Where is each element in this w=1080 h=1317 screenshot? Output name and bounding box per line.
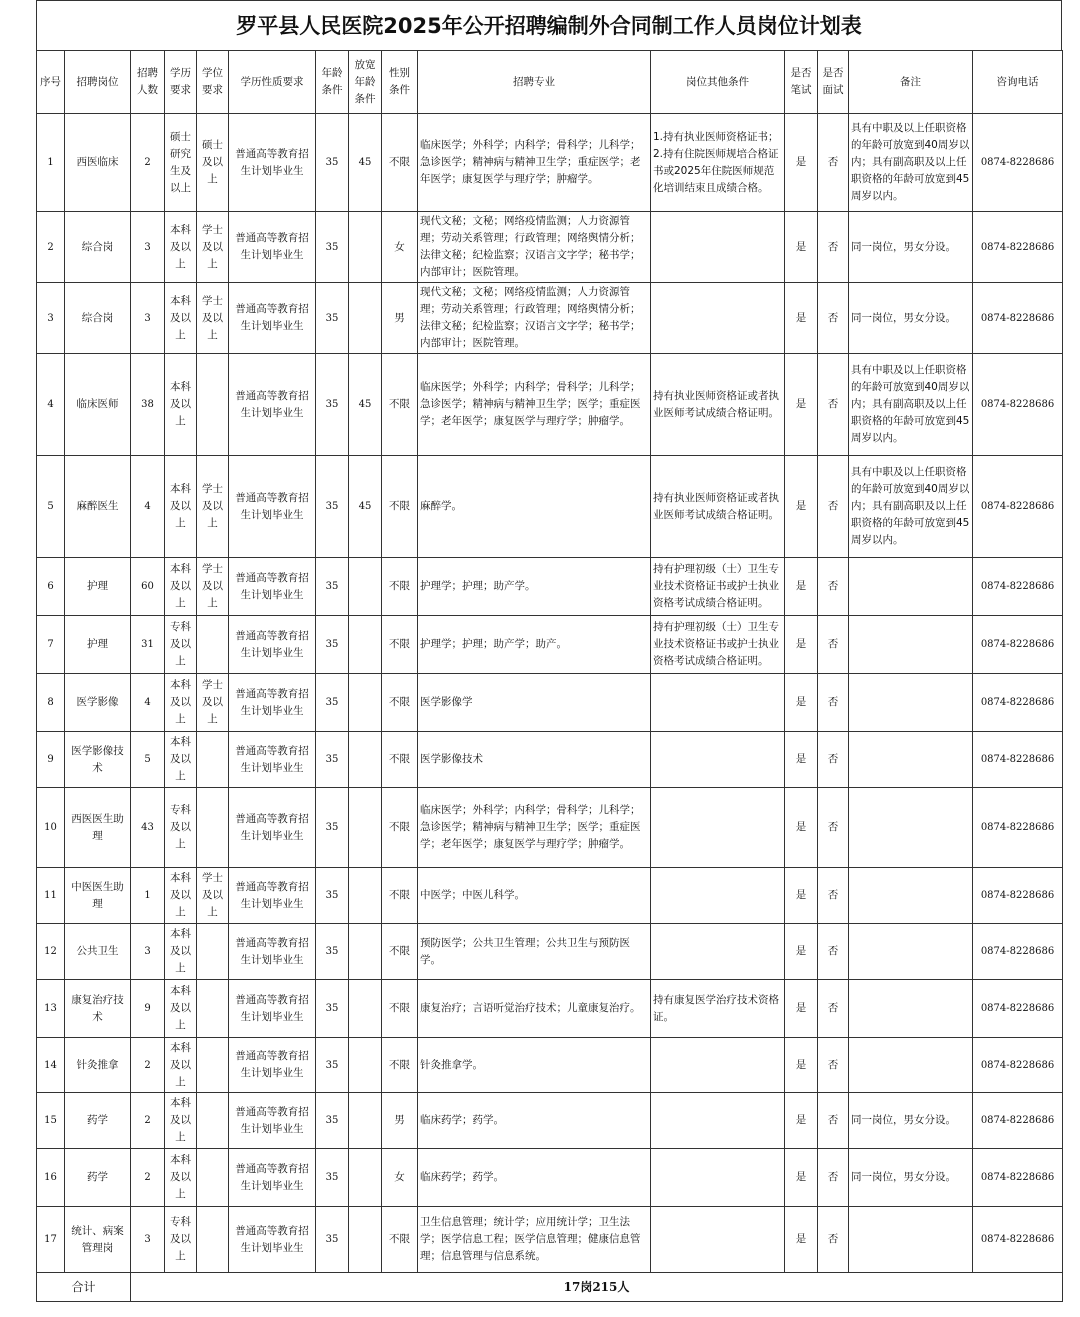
header-major: 招聘专业 bbox=[418, 51, 651, 114]
cell-edu: 专科及以上 bbox=[165, 1207, 197, 1273]
header-remark: 备注 bbox=[849, 51, 973, 114]
cell-remark bbox=[849, 788, 973, 868]
cell-age-relax: 45 bbox=[349, 354, 382, 456]
cell-edu-nature: 普通高等教育招生计划毕业生 bbox=[229, 456, 316, 558]
cell-phone: 0874-8228686 bbox=[973, 732, 1063, 788]
cell-position: 西医临床 bbox=[65, 114, 131, 212]
cell-count: 31 bbox=[131, 616, 165, 674]
table-row bbox=[37, 788, 1063, 868]
cell-age-relax bbox=[349, 558, 382, 616]
cell-other: 持有执业医师资格证或者执业医师考试成绩合格证明。 bbox=[651, 354, 785, 456]
cell-age: 35 bbox=[316, 114, 349, 212]
cell-degree bbox=[197, 1093, 229, 1149]
cell-edu-nature: 普通高等教育招生计划毕业生 bbox=[229, 732, 316, 788]
cell-remark: 具有中职及以上任职资格的年龄可放宽到40周岁以内；具有副高职及以上任职资格的年龄可放宽到45周岁以内。 bbox=[849, 354, 973, 456]
cell-phone: 0874-8228686 bbox=[973, 212, 1063, 283]
cell-edu-nature: 普通高等教育招生计划毕业生 bbox=[229, 1207, 316, 1273]
cell-gender: 男 bbox=[382, 1093, 418, 1149]
cell-gender: 不限 bbox=[382, 788, 418, 868]
cell-count: 9 bbox=[131, 980, 165, 1038]
cell-position: 麻醉医生 bbox=[65, 456, 131, 558]
cell-major: 针灸推拿学。 bbox=[418, 1038, 651, 1093]
cell-count: 3 bbox=[131, 212, 165, 283]
cell-remark bbox=[849, 868, 973, 924]
cell-age: 35 bbox=[316, 1149, 349, 1207]
cell-edu: 本科及以上 bbox=[165, 732, 197, 788]
cell-other: 持有执业医师资格证或者执业医师考试成绩合格证明。 bbox=[651, 456, 785, 558]
cell-phone: 0874-8228686 bbox=[973, 1038, 1063, 1093]
cell-age-relax bbox=[349, 1093, 382, 1149]
cell-gender: 不限 bbox=[382, 354, 418, 456]
cell-gender: 女 bbox=[382, 212, 418, 283]
table-row bbox=[37, 212, 1063, 283]
table-row bbox=[37, 1149, 1063, 1207]
cell-written: 是 bbox=[785, 1149, 818, 1207]
cell-seq: 10 bbox=[37, 788, 65, 868]
cell-edu-nature: 普通高等教育招生计划毕业生 bbox=[229, 788, 316, 868]
cell-major: 医学影像技术 bbox=[418, 732, 651, 788]
cell-gender: 女 bbox=[382, 1149, 418, 1207]
table-body bbox=[37, 114, 1063, 1273]
cell-major: 临床医学；外科学；内科学；骨科学；儿科学；急诊医学；精神病与精神卫生学；医学；重症医学；老年医学；康复医学与理疗学；肿瘤学。 bbox=[418, 788, 651, 868]
cell-edu: 专科及以上 bbox=[165, 616, 197, 674]
cell-count: 2 bbox=[131, 1093, 165, 1149]
cell-edu: 本科及以上 bbox=[165, 558, 197, 616]
cell-position: 西医医生助理 bbox=[65, 788, 131, 868]
cell-interview: 否 bbox=[818, 1038, 849, 1093]
total-label: 合计 bbox=[37, 1273, 131, 1302]
cell-edu: 本科及以上 bbox=[165, 283, 197, 354]
cell-seq: 3 bbox=[37, 283, 65, 354]
cell-phone: 0874-8228686 bbox=[973, 674, 1063, 732]
cell-age-relax bbox=[349, 674, 382, 732]
cell-interview: 否 bbox=[818, 924, 849, 980]
cell-seq: 11 bbox=[37, 868, 65, 924]
cell-age-relax bbox=[349, 212, 382, 283]
cell-major: 临床药学；药学。 bbox=[418, 1149, 651, 1207]
cell-position: 医学影像 bbox=[65, 674, 131, 732]
cell-major: 护理学；护理；助产学。 bbox=[418, 558, 651, 616]
cell-seq: 7 bbox=[37, 616, 65, 674]
cell-gender: 不限 bbox=[382, 924, 418, 980]
cell-position: 医学影像技术 bbox=[65, 732, 131, 788]
cell-major: 护理学；护理；助产学；助产。 bbox=[418, 616, 651, 674]
table-row bbox=[37, 558, 1063, 616]
cell-count: 4 bbox=[131, 674, 165, 732]
cell-count: 2 bbox=[131, 1038, 165, 1093]
cell-major: 临床药学；药学。 bbox=[418, 1093, 651, 1149]
table-row bbox=[37, 924, 1063, 980]
cell-major: 现代文秘；文秘；网络疫情监测；人力资源管理；劳动关系管理；行政管理；网络舆情分析；法律文秘；纪检监察；汉语言文字学；秘书学；内部审计；医院管理。 bbox=[418, 283, 651, 354]
cell-position: 临床医师 bbox=[65, 354, 131, 456]
cell-interview: 否 bbox=[818, 1207, 849, 1273]
cell-edu-nature: 普通高等教育招生计划毕业生 bbox=[229, 114, 316, 212]
cell-seq: 12 bbox=[37, 924, 65, 980]
cell-other: 1.持有执业医师资格证书；2.持有住院医师规培合格证书或2025年住院医师规范化培训结束且成绩合格。 bbox=[651, 114, 785, 212]
cell-written: 是 bbox=[785, 616, 818, 674]
cell-phone: 0874-8228686 bbox=[973, 1093, 1063, 1149]
recruitment-table bbox=[36, 50, 1063, 1302]
cell-degree bbox=[197, 354, 229, 456]
cell-seq: 15 bbox=[37, 1093, 65, 1149]
cell-interview: 否 bbox=[818, 456, 849, 558]
cell-gender: 不限 bbox=[382, 732, 418, 788]
cell-edu: 本科及以上 bbox=[165, 1093, 197, 1149]
cell-other: 持有护理初级（士）卫生专业技术资格证书或护士执业资格考试成绩合格证明。 bbox=[651, 558, 785, 616]
cell-edu-nature: 普通高等教育招生计划毕业生 bbox=[229, 616, 316, 674]
cell-edu: 本科及以上 bbox=[165, 924, 197, 980]
cell-age-relax bbox=[349, 616, 382, 674]
cell-written: 是 bbox=[785, 924, 818, 980]
cell-phone: 0874-8228686 bbox=[973, 283, 1063, 354]
cell-written: 是 bbox=[785, 674, 818, 732]
cell-remark bbox=[849, 616, 973, 674]
cell-interview: 否 bbox=[818, 558, 849, 616]
cell-written: 是 bbox=[785, 558, 818, 616]
header-seq: 序号 bbox=[37, 51, 65, 114]
cell-position: 药学 bbox=[65, 1149, 131, 1207]
table-row bbox=[37, 616, 1063, 674]
cell-seq: 4 bbox=[37, 354, 65, 456]
table-row bbox=[37, 354, 1063, 456]
cell-edu: 本科及以上 bbox=[165, 1149, 197, 1207]
cell-gender: 不限 bbox=[382, 1038, 418, 1093]
cell-edu-nature: 普通高等教育招生计划毕业生 bbox=[229, 558, 316, 616]
cell-count: 38 bbox=[131, 354, 165, 456]
cell-seq: 8 bbox=[37, 674, 65, 732]
cell-major: 麻醉学。 bbox=[418, 456, 651, 558]
cell-count: 60 bbox=[131, 558, 165, 616]
cell-phone: 0874-8228686 bbox=[973, 1207, 1063, 1273]
table-row bbox=[37, 732, 1063, 788]
cell-gender: 不限 bbox=[382, 114, 418, 212]
table-row bbox=[37, 456, 1063, 558]
cell-degree: 学士及以上 bbox=[197, 212, 229, 283]
table-row bbox=[37, 114, 1063, 212]
cell-gender: 不限 bbox=[382, 868, 418, 924]
cell-other bbox=[651, 1207, 785, 1273]
cell-gender: 不限 bbox=[382, 674, 418, 732]
cell-interview: 否 bbox=[818, 1149, 849, 1207]
cell-degree bbox=[197, 788, 229, 868]
header-interview: 是否面试 bbox=[818, 51, 849, 114]
cell-phone: 0874-8228686 bbox=[973, 868, 1063, 924]
cell-phone: 0874-8228686 bbox=[973, 114, 1063, 212]
cell-edu: 本科及以上 bbox=[165, 980, 197, 1038]
cell-edu-nature: 普通高等教育招生计划毕业生 bbox=[229, 1149, 316, 1207]
cell-edu: 本科及以上 bbox=[165, 456, 197, 558]
cell-degree: 学士及以上 bbox=[197, 674, 229, 732]
header-age-relax: 放宽年龄条件 bbox=[349, 51, 382, 114]
cell-edu-nature: 普通高等教育招生计划毕业生 bbox=[229, 283, 316, 354]
cell-position: 药学 bbox=[65, 1093, 131, 1149]
cell-edu-nature: 普通高等教育招生计划毕业生 bbox=[229, 868, 316, 924]
cell-major: 临床医学；外科学；内科学；骨科学；儿科学；急诊医学；精神病与精神卫生学；重症医学；老年医学；康复医学与理疗学；肿瘤学。 bbox=[418, 114, 651, 212]
cell-interview: 否 bbox=[818, 354, 849, 456]
cell-remark bbox=[849, 674, 973, 732]
cell-major: 临床医学；外科学；内科学；骨科学；儿科学；急诊医学；精神病与精神卫生学；医学；重症医学；老年医学；康复医学与理疗学；肿瘤学。 bbox=[418, 354, 651, 456]
header-count: 招聘人数 bbox=[131, 51, 165, 114]
cell-degree: 硕士及以上 bbox=[197, 114, 229, 212]
cell-age: 35 bbox=[316, 732, 349, 788]
header-row bbox=[37, 51, 1063, 114]
cell-gender: 不限 bbox=[382, 616, 418, 674]
table-row bbox=[37, 868, 1063, 924]
cell-age: 35 bbox=[316, 283, 349, 354]
total-value: 17岗215人 bbox=[131, 1273, 1063, 1302]
cell-other bbox=[651, 732, 785, 788]
cell-age: 35 bbox=[316, 354, 349, 456]
cell-interview: 否 bbox=[818, 616, 849, 674]
cell-edu-nature: 普通高等教育招生计划毕业生 bbox=[229, 1093, 316, 1149]
cell-other bbox=[651, 212, 785, 283]
cell-gender: 男 bbox=[382, 283, 418, 354]
cell-degree bbox=[197, 1149, 229, 1207]
page-title: 罗平县人民医院2025年公开招聘编制外合同制工作人员岗位计划表 bbox=[36, 0, 1062, 50]
header-edu-nature: 学历性质要求 bbox=[229, 51, 316, 114]
cell-age: 35 bbox=[316, 980, 349, 1038]
cell-age-relax bbox=[349, 1149, 382, 1207]
cell-phone: 0874-8228686 bbox=[973, 1149, 1063, 1207]
cell-age: 35 bbox=[316, 788, 349, 868]
cell-written: 是 bbox=[785, 283, 818, 354]
cell-major: 卫生信息管理；统计学；应用统计学；卫生法学；医学信息工程；医学信息管理；健康信息管理；信息管理与信息系统。 bbox=[418, 1207, 651, 1273]
cell-count: 3 bbox=[131, 283, 165, 354]
cell-age: 35 bbox=[316, 558, 349, 616]
cell-written: 是 bbox=[785, 980, 818, 1038]
cell-other bbox=[651, 868, 785, 924]
cell-written: 是 bbox=[785, 1093, 818, 1149]
cell-other bbox=[651, 924, 785, 980]
cell-age-relax bbox=[349, 924, 382, 980]
cell-position: 康复治疗技术 bbox=[65, 980, 131, 1038]
cell-other bbox=[651, 1038, 785, 1093]
cell-interview: 否 bbox=[818, 1093, 849, 1149]
cell-phone: 0874-8228686 bbox=[973, 456, 1063, 558]
cell-phone: 0874-8228686 bbox=[973, 980, 1063, 1038]
cell-edu: 本科及以上 bbox=[165, 868, 197, 924]
cell-edu-nature: 普通高等教育招生计划毕业生 bbox=[229, 674, 316, 732]
cell-age-relax bbox=[349, 1207, 382, 1273]
cell-gender: 不限 bbox=[382, 1207, 418, 1273]
header-edu: 学历要求 bbox=[165, 51, 197, 114]
cell-written: 是 bbox=[785, 114, 818, 212]
cell-edu: 本科及以上 bbox=[165, 212, 197, 283]
total-row bbox=[37, 1273, 1063, 1302]
cell-remark: 同一岗位，男女分设。 bbox=[849, 1149, 973, 1207]
cell-degree: 学士及以上 bbox=[197, 868, 229, 924]
cell-edu: 本科及以上 bbox=[165, 674, 197, 732]
cell-gender: 不限 bbox=[382, 558, 418, 616]
cell-position: 中医医生助理 bbox=[65, 868, 131, 924]
table-row bbox=[37, 1093, 1063, 1149]
cell-age-relax bbox=[349, 868, 382, 924]
cell-seq: 17 bbox=[37, 1207, 65, 1273]
cell-seq: 5 bbox=[37, 456, 65, 558]
cell-major: 预防医学；公共卫生管理；公共卫生与预防医学。 bbox=[418, 924, 651, 980]
cell-age: 35 bbox=[316, 1093, 349, 1149]
cell-other: 持有康复医学治疗技术资格证。 bbox=[651, 980, 785, 1038]
cell-count: 5 bbox=[131, 732, 165, 788]
cell-major: 康复治疗；言语听觉治疗技术；儿童康复治疗。 bbox=[418, 980, 651, 1038]
header-phone: 咨询电话 bbox=[973, 51, 1063, 114]
cell-edu-nature: 普通高等教育招生计划毕业生 bbox=[229, 354, 316, 456]
cell-edu: 硕士研究生及以上 bbox=[165, 114, 197, 212]
cell-remark bbox=[849, 924, 973, 980]
cell-degree bbox=[197, 980, 229, 1038]
cell-remark bbox=[849, 1207, 973, 1273]
cell-other bbox=[651, 1093, 785, 1149]
cell-position: 护理 bbox=[65, 616, 131, 674]
cell-age-relax bbox=[349, 980, 382, 1038]
cell-interview: 否 bbox=[818, 732, 849, 788]
cell-major: 医学影像学 bbox=[418, 674, 651, 732]
cell-position: 综合岗 bbox=[65, 212, 131, 283]
cell-written: 是 bbox=[785, 732, 818, 788]
cell-count: 1 bbox=[131, 868, 165, 924]
cell-interview: 否 bbox=[818, 980, 849, 1038]
cell-major: 现代文秘；文秘；网络疫情监测；人力资源管理；劳动关系管理；行政管理；网络舆情分析；法律文秘；纪检监察；汉语言文字学；秘书学；内部审计；医院管理。 bbox=[418, 212, 651, 283]
cell-edu: 专科及以上 bbox=[165, 788, 197, 868]
cell-degree bbox=[197, 732, 229, 788]
cell-degree: 学士及以上 bbox=[197, 558, 229, 616]
table-row bbox=[37, 1038, 1063, 1093]
cell-count: 2 bbox=[131, 1149, 165, 1207]
cell-remark bbox=[849, 732, 973, 788]
cell-count: 4 bbox=[131, 456, 165, 558]
cell-edu-nature: 普通高等教育招生计划毕业生 bbox=[229, 212, 316, 283]
table-row bbox=[37, 980, 1063, 1038]
cell-age: 35 bbox=[316, 1207, 349, 1273]
cell-remark: 同一岗位，男女分设。 bbox=[849, 1093, 973, 1149]
cell-phone: 0874-8228686 bbox=[973, 558, 1063, 616]
cell-remark bbox=[849, 558, 973, 616]
cell-degree bbox=[197, 1207, 229, 1273]
cell-count: 3 bbox=[131, 1207, 165, 1273]
header-degree: 学位要求 bbox=[197, 51, 229, 114]
cell-major: 中医学；中医儿科学。 bbox=[418, 868, 651, 924]
cell-interview: 否 bbox=[818, 283, 849, 354]
recruitment-plan-sheet bbox=[36, 0, 1062, 1302]
cell-degree bbox=[197, 1038, 229, 1093]
cell-age-relax bbox=[349, 732, 382, 788]
cell-written: 是 bbox=[785, 1038, 818, 1093]
cell-written: 是 bbox=[785, 212, 818, 283]
cell-other bbox=[651, 788, 785, 868]
cell-edu-nature: 普通高等教育招生计划毕业生 bbox=[229, 1038, 316, 1093]
cell-remark: 具有中职及以上任职资格的年龄可放宽到40周岁以内；具有副高职及以上任职资格的年龄可放宽到45周岁以内。 bbox=[849, 456, 973, 558]
cell-seq: 14 bbox=[37, 1038, 65, 1093]
cell-position: 公共卫生 bbox=[65, 924, 131, 980]
cell-count: 2 bbox=[131, 114, 165, 212]
cell-age: 35 bbox=[316, 1038, 349, 1093]
cell-degree: 学士及以上 bbox=[197, 456, 229, 558]
cell-other: 持有护理初级（士）卫生专业技术资格证书或护士执业资格考试成绩合格证明。 bbox=[651, 616, 785, 674]
cell-degree bbox=[197, 616, 229, 674]
header-written: 是否笔试 bbox=[785, 51, 818, 114]
cell-remark bbox=[849, 1038, 973, 1093]
table-row bbox=[37, 674, 1063, 732]
cell-interview: 否 bbox=[818, 114, 849, 212]
header-position: 招聘岗位 bbox=[65, 51, 131, 114]
cell-remark: 同一岗位，男女分设。 bbox=[849, 212, 973, 283]
cell-interview: 否 bbox=[818, 868, 849, 924]
cell-written: 是 bbox=[785, 868, 818, 924]
cell-count: 3 bbox=[131, 924, 165, 980]
cell-degree bbox=[197, 924, 229, 980]
cell-edu-nature: 普通高等教育招生计划毕业生 bbox=[229, 924, 316, 980]
cell-age-relax: 45 bbox=[349, 456, 382, 558]
cell-written: 是 bbox=[785, 788, 818, 868]
cell-seq: 1 bbox=[37, 114, 65, 212]
cell-phone: 0874-8228686 bbox=[973, 924, 1063, 980]
cell-phone: 0874-8228686 bbox=[973, 354, 1063, 456]
cell-phone: 0874-8228686 bbox=[973, 788, 1063, 868]
table-row bbox=[37, 1207, 1063, 1273]
cell-age-relax: 45 bbox=[349, 114, 382, 212]
cell-other bbox=[651, 283, 785, 354]
cell-age: 35 bbox=[316, 456, 349, 558]
cell-gender: 不限 bbox=[382, 456, 418, 558]
cell-seq: 13 bbox=[37, 980, 65, 1038]
cell-age-relax bbox=[349, 788, 382, 868]
cell-position: 护理 bbox=[65, 558, 131, 616]
cell-edu: 本科及以上 bbox=[165, 354, 197, 456]
cell-position: 针灸推拿 bbox=[65, 1038, 131, 1093]
cell-written: 是 bbox=[785, 1207, 818, 1273]
cell-seq: 2 bbox=[37, 212, 65, 283]
cell-edu-nature: 普通高等教育招生计划毕业生 bbox=[229, 980, 316, 1038]
cell-age: 35 bbox=[316, 616, 349, 674]
cell-seq: 6 bbox=[37, 558, 65, 616]
cell-remark bbox=[849, 980, 973, 1038]
cell-age: 35 bbox=[316, 868, 349, 924]
cell-degree: 学士及以上 bbox=[197, 283, 229, 354]
header-gender: 性别条件 bbox=[382, 51, 418, 114]
cell-interview: 否 bbox=[818, 674, 849, 732]
table-row bbox=[37, 283, 1063, 354]
cell-age: 35 bbox=[316, 674, 349, 732]
header-age: 年龄条件 bbox=[316, 51, 349, 114]
cell-interview: 否 bbox=[818, 788, 849, 868]
cell-age-relax bbox=[349, 283, 382, 354]
cell-age: 35 bbox=[316, 212, 349, 283]
cell-age-relax bbox=[349, 1038, 382, 1093]
cell-other bbox=[651, 674, 785, 732]
cell-interview: 否 bbox=[818, 212, 849, 283]
cell-position: 综合岗 bbox=[65, 283, 131, 354]
cell-seq: 16 bbox=[37, 1149, 65, 1207]
cell-gender: 不限 bbox=[382, 980, 418, 1038]
cell-other bbox=[651, 1149, 785, 1207]
cell-count: 43 bbox=[131, 788, 165, 868]
cell-written: 是 bbox=[785, 456, 818, 558]
cell-age: 35 bbox=[316, 924, 349, 980]
header-other: 岗位其他条件 bbox=[651, 51, 785, 114]
cell-written: 是 bbox=[785, 354, 818, 456]
cell-phone: 0874-8228686 bbox=[973, 616, 1063, 674]
cell-seq: 9 bbox=[37, 732, 65, 788]
cell-edu: 本科及以上 bbox=[165, 1038, 197, 1093]
cell-position: 统计、病案管理岗 bbox=[65, 1207, 131, 1273]
cell-remark: 同一岗位，男女分设。 bbox=[849, 283, 973, 354]
cell-remark: 具有中职及以上任职资格的年龄可放宽到40周岁以内；具有副高职及以上任职资格的年龄可放宽到45周岁以内。 bbox=[849, 114, 973, 212]
